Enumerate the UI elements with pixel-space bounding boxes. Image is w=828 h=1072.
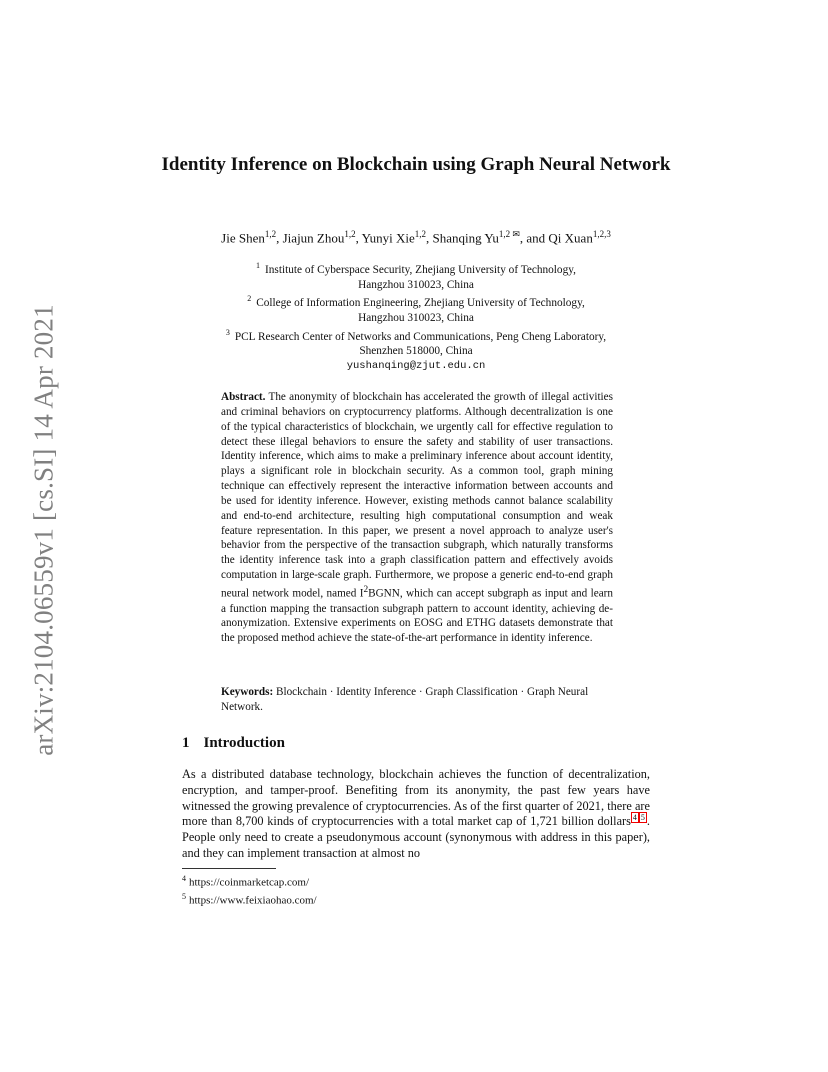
affiliation-num: 3	[225, 327, 230, 337]
intro-paragraph	[182, 767, 650, 862]
affiliation	[180, 292, 652, 311]
author-name: Jie Shen	[221, 230, 265, 246]
affiliation-line: College of Information Engineering, Zhejiang University of Technology,	[256, 297, 585, 310]
footnote-num: 5	[182, 892, 186, 902]
intro-text-cont: . People only need to create a pseudonymous account (synonymous with address in this paper), and they can implement transaction at almost no	[182, 814, 650, 860]
keywords-label: Keywords:	[221, 686, 274, 698]
footnote-divider	[182, 868, 276, 869]
author-name: Jiajun Zhou	[282, 230, 345, 246]
footnote-ref[interactable]: 5	[640, 813, 645, 823]
keywords-text: Blockchain · Identity Inference · Graph Classification · Graph Neural Network.	[221, 686, 589, 713]
author-affil: 1,2	[414, 229, 426, 239]
footnote-ref[interactable]: 4	[632, 813, 637, 823]
abstract	[221, 390, 613, 646]
footnote-num: 4	[182, 874, 186, 883]
author-affil: 1,2 ✉	[498, 229, 520, 239]
affiliation	[180, 259, 652, 278]
footnote	[182, 872, 317, 890]
footnote-link[interactable]: https://www.feixiaohao.com/	[189, 894, 317, 907]
section-heading	[182, 735, 285, 752]
abstract-text-cont: BGNN, which can accept subgraph as input and learn a function mapping the transaction subgraph pattern to account identity, achieving de-anonymization. Extensive experiments on EOSG and ETHG datasets demonstrate that the proposed method achieve the state-of-the-art performance in identity inference.	[221, 587, 613, 645]
arxiv-stamp-text: arXiv:2104.06559v1 [cs.SI] 14 Apr 2021	[28, 304, 59, 756]
author-name: Shanqing Yu	[432, 230, 499, 246]
author-affil: 1,2	[344, 229, 356, 239]
affiliation	[180, 326, 652, 345]
abstract-text: The anonymity of blockchain has accelerated the growth of illegal activities and criminal behaviors on cryptocurrency platforms. Although decentralization is one of the typical characteristics of blockchain, we urgently call for effective regulation to detect these illegal behaviors to ensure the safety and stability of user transactions. Identity inference, which aims to make a preliminary inference about account identity, plays a significant role in blockchain security. As a common tool, graph mining technique can effectively represent the interactive information between accounts and be used for identity inference. However, existing methods cannot balance scalability and end-to-end architecture, resulting high computational consumption and weak feature representation. In this paper, we present a novel approach to analyze user's behavior from the perspective of the transaction subgraph, which naturally transforms the identity inference task into a graph classification pattern and effectively avoids computation in large-scale graph. Furthermore, we propose a generic end-to-end graph neural network model, named I	[221, 391, 613, 600]
paper-title: Identity Inference on Blockchain using Graph Neural Network	[161, 154, 671, 175]
affiliation-line: Institute of Cyberspace Security, Zhejiang University of Technology,	[265, 263, 576, 276]
affiliation-num: 2	[247, 294, 252, 304]
footnote	[182, 890, 317, 908]
affiliation-line: Shenzhen 518000, China	[359, 345, 473, 358]
section-title: Introduction	[203, 735, 285, 751]
affiliation-num: 1	[256, 261, 261, 270]
affiliations	[180, 259, 652, 374]
intro-text: As a distributed database technology, blockchain achieves the function of decentralization, encryption, and tamper-proof. Benefiting from its anonymity, the past few years have witnessed the growing prevalence of cryptocurrencies. As of the first quarter of 2021, there are more than 8,700 kinds of cryptocurrencies with a total market cap of 1,721 billion dollars	[182, 767, 650, 829]
affiliation-line: Hangzhou 310023, China	[358, 278, 474, 291]
model-superscript: 2	[363, 584, 369, 595]
author-affil: 1,2	[264, 229, 277, 239]
footnotes	[182, 872, 317, 908]
affiliation-line: Hangzhou 310023, China	[358, 311, 474, 324]
footnote-link[interactable]: https://coinmarketcap.com/	[189, 876, 310, 889]
author-name: Yunyi Xie	[361, 230, 415, 246]
keywords	[221, 685, 613, 715]
section-number: 1	[182, 735, 190, 751]
author-list: Jie Shen$^{1,2}$, Jiajun Zhou$^{1,2}$, Yunyi Xie$^{1,2}$, Shanqing $Yu^{1,2 ✉}$, and Qi Xuan$^{1,2,3}$	[221, 229, 611, 246]
contact-email[interactable]: yushanqing@zjut.edu.cn	[346, 360, 486, 373]
author-name: Qi Xuan	[548, 230, 593, 246]
arxiv-stamp	[14, 300, 74, 760]
author-affil: 1,2,3	[592, 229, 611, 239]
affiliation-line: PCL Research Center of Networks and Communications, Peng Cheng Laboratory,	[234, 330, 607, 343]
abstract-label: Abstract.	[221, 391, 266, 403]
